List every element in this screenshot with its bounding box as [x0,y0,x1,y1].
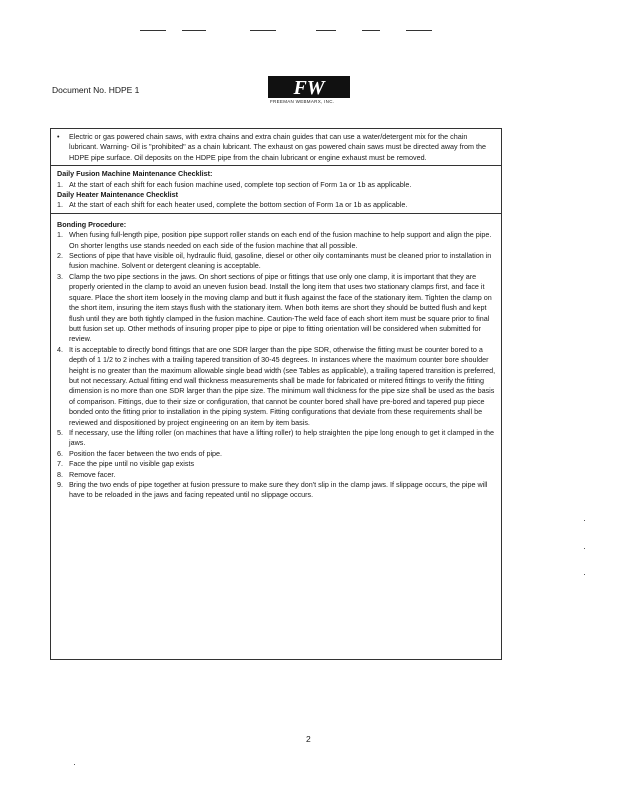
procedure-frame [50,128,502,660]
step-number: 5. [57,427,63,437]
step-number: 9. [57,480,63,489]
bonding-steps [57,230,497,501]
step-number: 6. [57,448,63,458]
bonding-heading: Bonding Procedure: [57,219,127,229]
bonding-step [57,345,497,428]
step-number: 3. [57,271,63,281]
scan-mark [584,548,585,549]
bonding-step [57,480,497,501]
fusion-checklist-heading: Daily Fusion Machine Maintenance Checklist: [57,169,213,179]
document-number: Document No. HDPE 1 [52,85,140,95]
scan-mark [584,574,585,575]
bonding-step [57,428,497,449]
step-text: It is acceptable to directly bond fittings that are one SDR larger than the pipe SDR, otherwise the fitting must be counter bored to a depth of 1 1/2 to 2 inches with a trailing tapered transition of 30-45 degrees. In instances where the maximum counter bore shoulder height is no greater than the maximum allowable single bead width (see Tables as applicable), a trailing tapered transition is preferred, but not necessary. Actual fitting end wall thickness measurements shall be made for fabricated or mitered fittings to verify the fitting dimension is no more than one SDR larger than the pipe size. The minimum wall thickness for the pipe size shall be used as the basis of comparison. Fittings, due to their size or configuration, that cannot be counter bored shall have pre-bored and tapered pup piece bonded onto the fitting prior to installation in the piping system. Fitting configurations that deviate from these requirements shall be reviewed and dispositioned by project engineering on an item by item basis. [69,344,496,427]
bonding-step [57,251,497,272]
maintenance-section: Daily Fusion Machine Maintenance Checklist: 1. At the start of each shift for each fusion machine used, complete top section of Form 1a or 1b as applicable. Daily Heater Maintenance Checklist 1. At the start of each shift for each heater used, complete the bottom section of Form 1a or 1b as applicable. [51,166,501,214]
bonding-section [51,220,501,503]
step-text: Position the facer between the two ends of pipe. [69,448,223,458]
bonding-step [57,230,497,251]
logo-caption: FREEMAN WEBMARX, INC. [270,99,335,104]
step-number: 1. [57,230,63,240]
scan-mark [74,764,75,765]
step-text: Face the pipe until no visible gap exists [69,459,195,469]
step-text: Remove facer. [69,469,116,479]
step-number: 8. [57,469,63,479]
fusion-checklist-item: At the start of each shift for each fusion machine used, complete top section of Form 1a or 1b as applicable. [69,179,412,189]
step-number: 4. [57,344,63,354]
step-text: Sections of pipe that have visible oil, hydraulic fluid, gasoline, diesel or other oily contaminants must be cleaned prior to installation in fusion machine. Solvent or detergent cleaning is acceptable. [69,251,492,271]
bonding-step [57,470,497,480]
bonding-step [57,449,497,459]
step-text: If necessary, use the lifting roller (on machines that have a lifting roller) to help straighten the pipe long enough to get it clamped in the jaws. [69,427,494,448]
intro-text: Electric or gas powered chain saws, with extra chains and extra chain guides that can use a water/detergent mix for the chain lubricant. Warning- Oil is "prohibited" as a chain lubricant. The exhaust on gas powered chain saws must be directed away from the HDPE pipe surface. Oil deposits on the HDPE pipe from the chain lubricant or engine exhaust must be removed. [69,132,486,162]
heater-checklist-heading: Daily Heater Maintenance Checklist [57,190,179,200]
step-number: 7. [57,459,63,469]
scan-mark [584,520,585,521]
step-text: When fusing full-length pipe, position pipe support roller stands on each end of the fusion machine to help support and align the pipe. On shorter lengths use stands needed on each side of the fusion machine that all possible. [69,230,492,250]
step-text: Bring the two ends of pipe together at fusion pressure to make sure they don't slip in the clamp jaws. If slippage occurs, the pipe will have to be reloaded in the jaws and facing repeated until no slippage occurs. [69,480,488,500]
logo-text: FW [293,77,325,99]
bonding-step [57,459,497,469]
heater-checklist-item: At the start of each shift for each heater used, complete the bottom section of Form 1a or 1b as applicable. [69,200,408,210]
header-dashes [140,30,440,34]
intro-section [51,129,501,166]
bonding-step [57,272,497,345]
step-number: 2. [57,251,63,261]
bullet: • [57,132,60,141]
step-text: Clamp the two pipe sections in the jaws. On short sections of pipe or fittings that use only one clamp, it is important that they are properly oriented in the clamp to avoid an uneven fusion bead. Install the long item that uses two stationary clamps first, and face it square. Place the short item loosely in the moving clamp and butt it flush against the face of the stationary item. Tighten the clamp on the short item, insuring the item stays flush with the stationary item. When both items are short they should be butted flush and kept flush until they are both tightly clamped in the fusion machine. Caution-The weld face of each short item must be square prior to final butt fusion set up. Other methods of insuring proper pipe to pipe or pipe to fitting orientation will be considered when submitted for review. [69,271,492,344]
page-number: 2 [306,734,311,744]
